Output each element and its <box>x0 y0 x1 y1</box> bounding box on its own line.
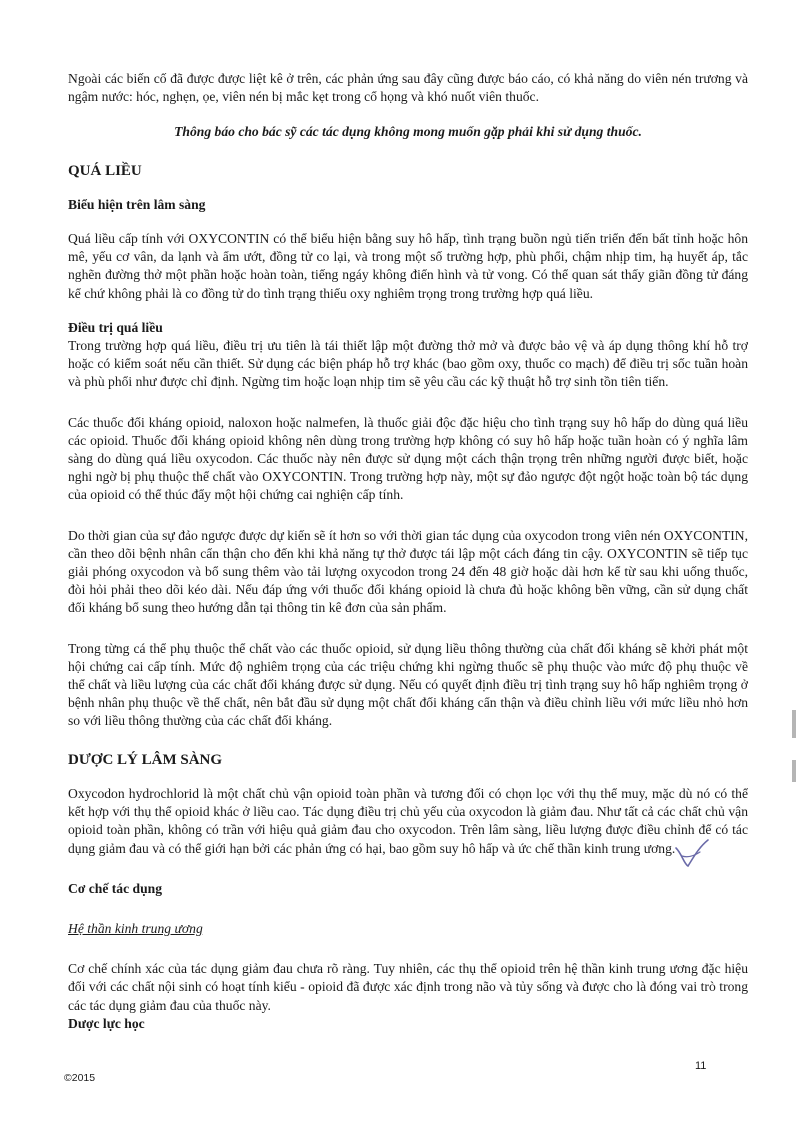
treatment-paragraph-2: Các thuốc đối kháng opioid, naloxon hoặc nalmefen, là thuốc giải độc đặc hiệu cho tình trạng suy hô hấp do dùng quá liều các opioid. Thuốc đối kháng opioid không nên dùng trong trường hợp không có suy hô hấp hoặc tuần hoàn có ý nghĩa lâm sàng do dùng quá liều oxycodon. Các thuốc này nên được sử dụng một cách thận trọng trên những người được biết, hoặc nghi ngờ bị phụ thuộc thể chất vào OXYCONTIN. Trong trường hợp này, một sự đảo ngược đột ngột hoặc toàn bộ tác dụng của opioid có thể thúc đẩy một hội chứng cai nghiện cấp tính. <box>68 414 748 503</box>
treatment-paragraph-3: Do thời gian của sự đảo ngược được dự kiến sẽ ít hơn so với thời gian tác dụng của oxycodon trong viên nén OXYCONTIN, cần theo dõi bệnh nhân cẩn thận cho đến khi khả năng tự thở được tái lập một cách đáng tin cậy. OXYCONTIN sẽ tiếp tục giải phóng oxycodon và bổ sung thêm vào tải lượng oxycodon trong 24 đến 48 giờ hoặc dài hơn kể từ sau khi uống thuốc, đòi hỏi phải theo dõi kéo dài. Nếu đáp ứng với thuốc đối kháng opioid là chưa đủ hoặc không bền vững, cần sử dụng chất đối kháng bổ sung theo hướng dẫn tại thông tin kê đơn của sản phẩm. <box>68 527 748 616</box>
clinical-signs-heading: Biểu hiện trên lâm sàng <box>68 196 206 212</box>
pharmacology-paragraph: Oxycodon hydrochlorid là một chất chủ vận opioid toàn phần và tương đối có chọn lọc với thụ thể muy, mặc dù nó có thể kết hợp với thụ thể opioid khác ở liều cao. Tác dụng điều trị chủ yếu của oxycodon là giảm đau. Như tất cả các chất chủ vận opioid toàn phần, không có trần với hiệu quả giảm đau cho oxycodon. Trên lâm sàng, liều lượng được điều chỉnh để có tác dụng giảm đau và có thể giới hạn bởi các phản ứng có hại, bao gồm suy hô hấp và ức chế thần kinh trung ương. <box>68 785 748 856</box>
scan-edge-mark <box>792 710 796 738</box>
overdose-treatment-heading: Điều trị quá liều <box>68 319 163 335</box>
pharmacodynamics-heading: Dược lực học <box>68 1015 145 1031</box>
mechanism-heading: Cơ chế tác dụng <box>68 880 163 896</box>
clinical-signs-paragraph: Quá liều cấp tính với OXYCONTIN có thể biểu hiện bằng suy hô hấp, tình trạng buồn ngủ tiến triển đến bất tỉnh hoặc hôn mê, yếu cơ vân, da lạnh và ẩm ướt, đồng tử co lại, và trong một số trường hợp, phù phổi, chậm nhịp tim, hạ huyết áp, tắc nghẽn đường thở một phần hoặc hoàn toàn, tiếng ngáy không điển hình và tử vong. Có thể quan sát thấy giãn đồng tử đáng kể chứ không phải là co đồng tử do tình trạng thiếu oxy nghiêm trọng trong trường hợp quá liều. <box>68 231 748 301</box>
overdose-heading: QUÁ LIỀU <box>68 162 142 179</box>
scan-edge-mark <box>792 760 796 782</box>
copyright-footer: ©2015 <box>64 1072 96 1084</box>
intro-paragraph: Ngoài các biến cố đã được được liệt kê ở trên, các phản ứng sau đây cũng được báo cáo, có khả năng do viên nén trương và ngậm nước: hóc, nghẹn, ọe, viên nén bị mắc kẹt trong cổ họng và khó nuốt viên thuốc. <box>68 71 748 105</box>
page-content <box>68 70 748 1033</box>
treatment-paragraph-4: Trong từng cá thể phụ thuộc thể chất vào các thuốc opioid, sử dụng liều thông thường của chất đối kháng sẽ khởi phát một hội chứng cai cấp tính. Mức độ nghiêm trọng của các triệu chứng khi ngừng thuốc sẽ phụ thuộc vào mức độ phụ thuộc về thể chất và liều lượng của các chất đối kháng được sử dụng. Nếu có quyết định điều trị tình trạng suy hô hấp nghiêm trọng ở bệnh nhân phụ thuộc về thể chất, nên bắt đầu sử dụng một chất đối kháng cẩn thận và điều chỉnh liều với mức liều nhỏ hơn so với liều thông thường của các chất đối kháng. <box>68 640 748 729</box>
treatment-paragraph-1: Trong trường hợp quá liều, điều trị ưu tiên là tái thiết lập một đường thở mở và được bảo vệ và áp dụng thông khí hỗ trợ hoặc có kiểm soát nếu cần thiết. Sử dụng các biện pháp hỗ trợ khác (bao gồm oxy, thuốc co mạch) để điều trị sốc tuần hoàn và phù phổi như được chỉ định. Ngừng tim hoặc loạn nhịp tim sẽ yêu cầu các kỹ thuật hỗ trợ sinh tồn tiên tiến. <box>68 338 748 390</box>
clinical-pharmacology-heading: DƯỢC LÝ LÂM SÀNG <box>68 751 223 768</box>
cns-paragraph: Cơ chế chính xác của tác dụng giảm đau chưa rõ ràng. Tuy nhiên, các thụ thể opioid trên hệ thần kinh trung ương đặc hiệu đối với các chất nội sinh có hoạt tính kiểu - opioid đã được xác định trong não và tủy sống và được cho là đóng vai trò trong các tác dụng giảm đau của thuốc này. <box>68 961 748 1013</box>
handwritten-tick-mark <box>672 836 714 872</box>
cns-heading: Hệ thần kinh trung ương <box>68 920 203 936</box>
page-number: 11 <box>695 1060 707 1072</box>
adverse-effects-notice: Thông báo cho bác sỹ các tác dụng không mong muốn gặp phải khi sử dụng thuốc. <box>174 124 642 140</box>
